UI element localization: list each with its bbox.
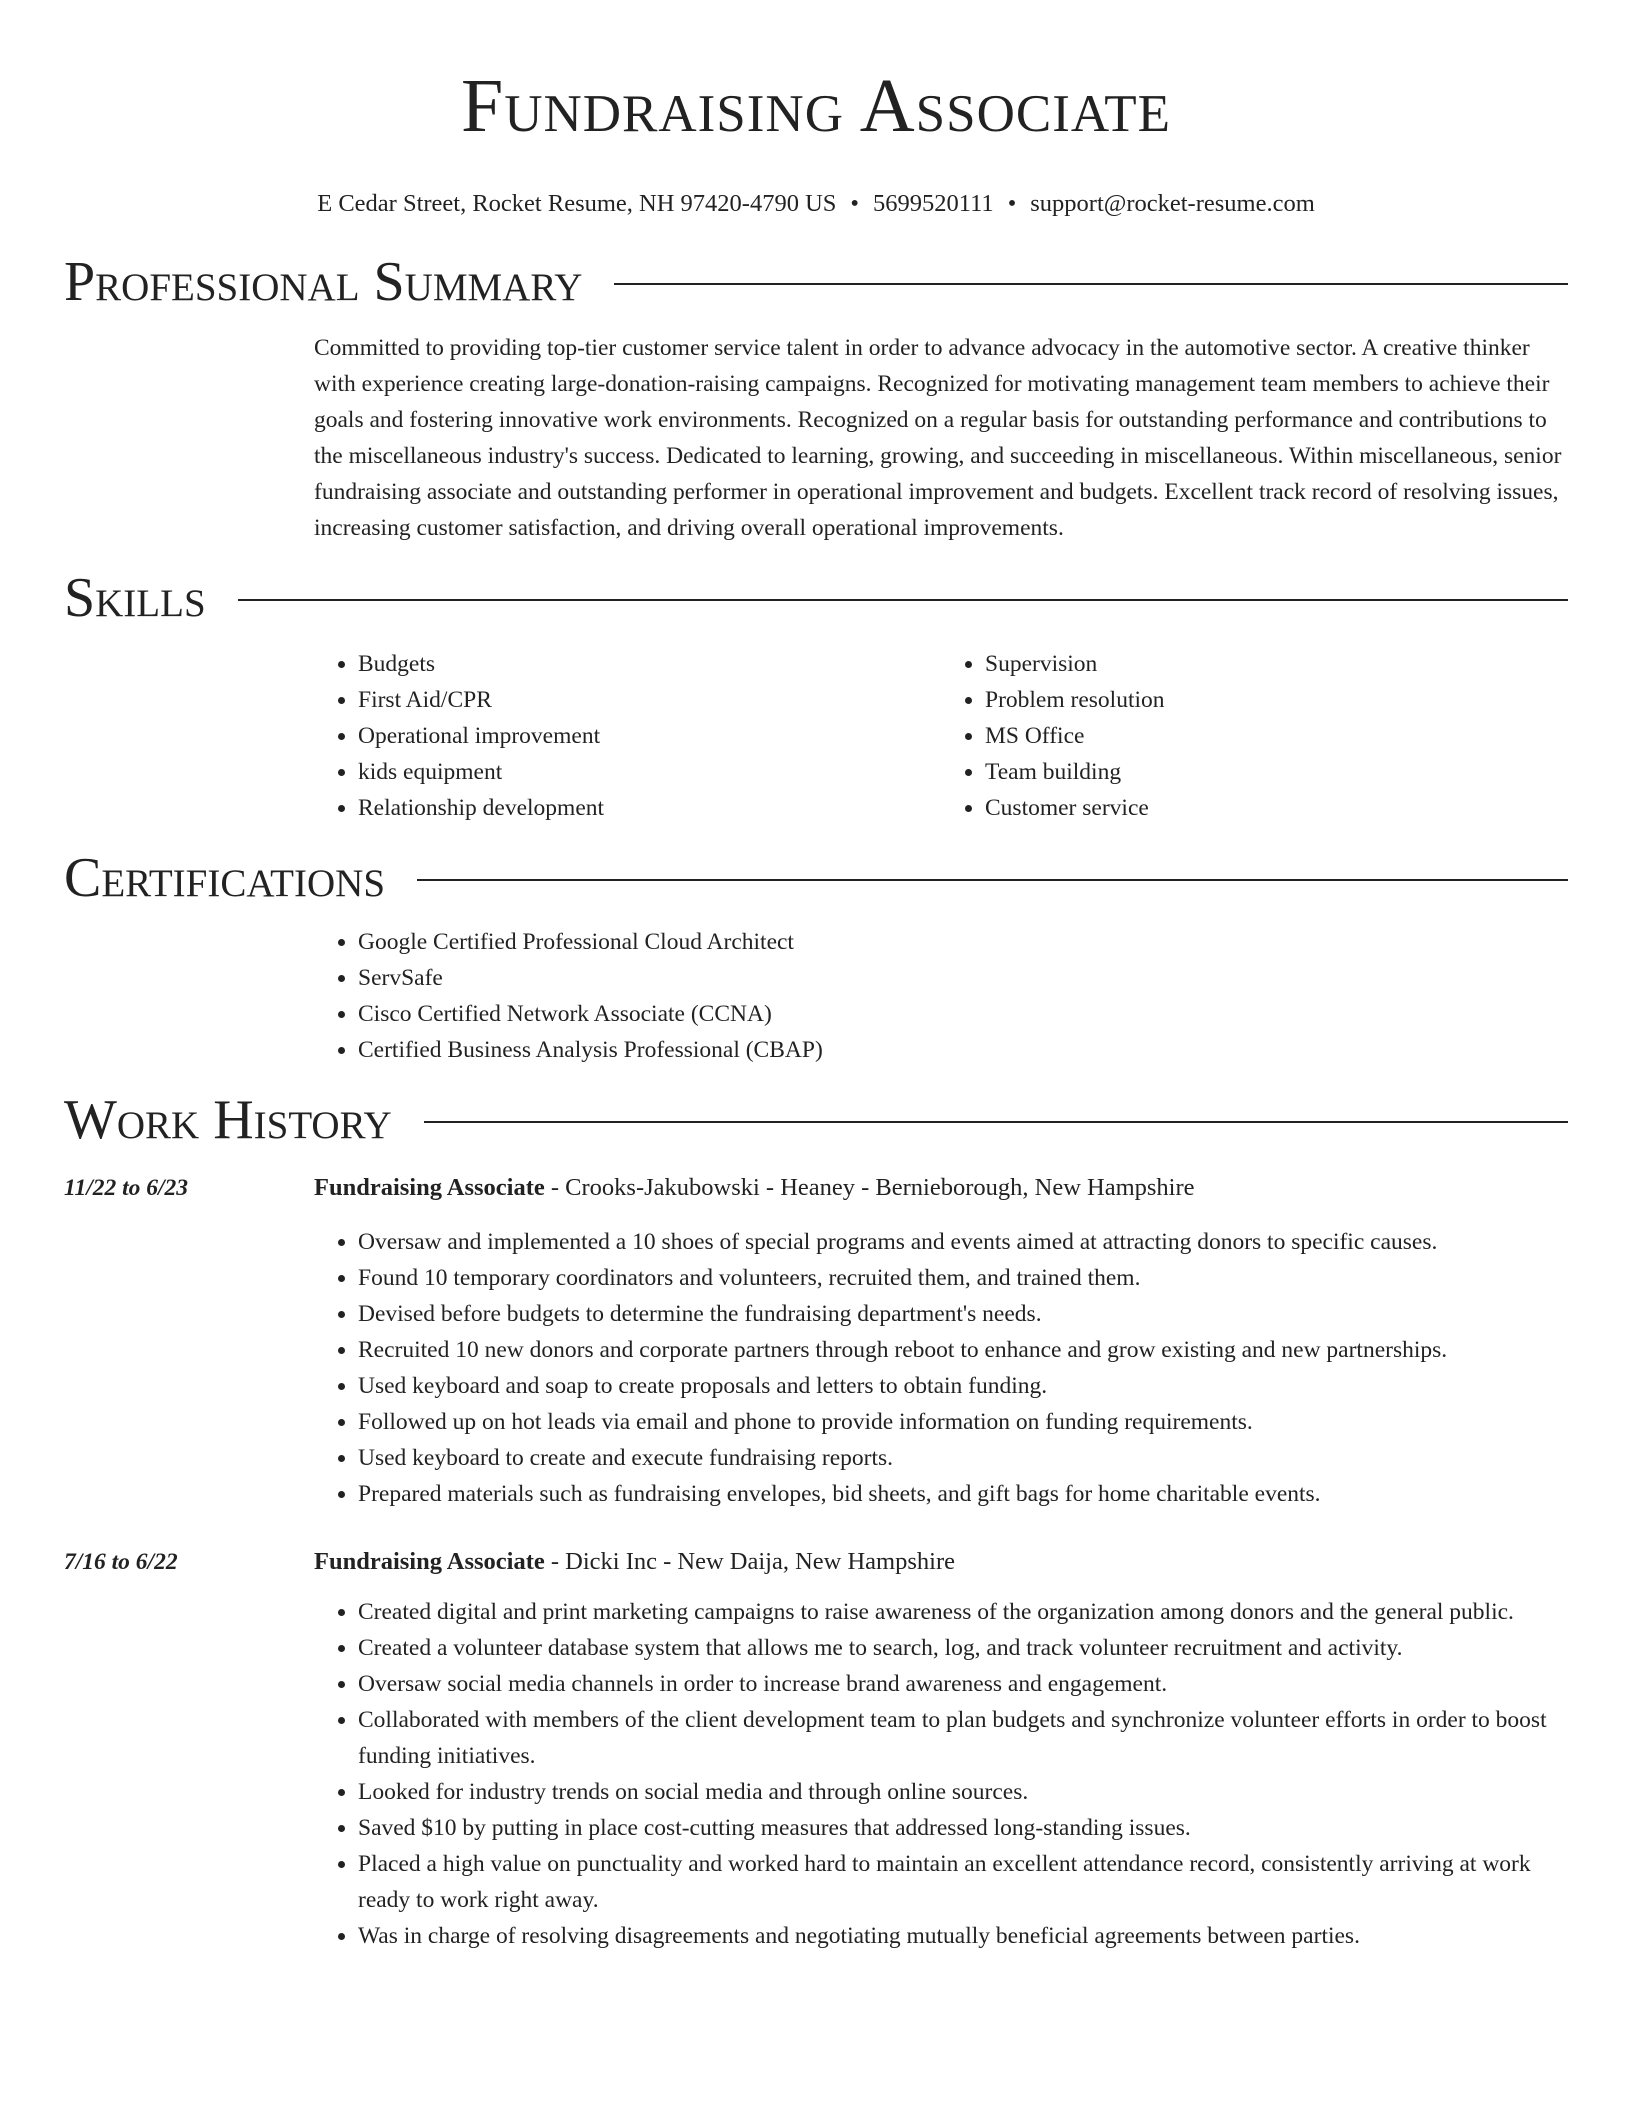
job-bullet: • Prepared materials such as fundraising envelopes, bid sheets, and gift bags for home charitable events. bbox=[358, 1476, 1568, 1512]
section-divider bbox=[417, 879, 1568, 881]
contact-phone: 5699520111 bbox=[873, 190, 994, 217]
job-main bbox=[314, 1170, 1568, 1512]
job-bullet: • Saved $10 by putting in place cost-cutting measures that addressed long-standing issues. bbox=[358, 1810, 1568, 1846]
skills-heading: Skills bbox=[64, 567, 206, 629]
certification-item: • ServSafe bbox=[358, 960, 1568, 996]
contact-separator: • bbox=[1007, 190, 1017, 217]
contact-separator: • bbox=[850, 190, 859, 217]
certification-item: • Cisco Certified Network Associate (CCNA) bbox=[358, 996, 1568, 1032]
job-bullet: • Was in charge of resolving disagreements and negotiating mutually beneficial agreements between parties. bbox=[358, 1918, 1568, 1954]
certifications-list bbox=[314, 924, 1568, 1068]
job-title: Fundraising Associate bbox=[314, 1174, 545, 1201]
job-bullet: • Created digital and print marketing campaigns to raise awareness of the organization among donors and the general public. bbox=[358, 1594, 1568, 1630]
skill-item: • Relationship development bbox=[358, 790, 941, 826]
section-divider bbox=[424, 1121, 1568, 1123]
job-title: Fundraising Associate bbox=[314, 1548, 545, 1575]
work-history-heading: Work History bbox=[64, 1089, 392, 1151]
contact-line bbox=[64, 188, 1568, 220]
skills-grid bbox=[314, 646, 1568, 826]
section-divider bbox=[238, 599, 1568, 601]
skill-item: • Budgets bbox=[358, 646, 941, 682]
job-main bbox=[314, 1544, 1568, 1954]
job-dates: 11/22 to 6/23 bbox=[64, 1175, 189, 1201]
job-bullet: • Used keyboard to create and execute fundraising reports. bbox=[358, 1440, 1568, 1476]
job-entry bbox=[64, 1544, 1568, 1954]
job-bullet: • Followed up on hot leads via email and phone to provide information on funding requirements. bbox=[358, 1404, 1568, 1440]
contact-address: E Cedar Street, Rocket Resume, NH 97420-4790 US bbox=[317, 190, 837, 217]
contact-email: support@rocket-resume.com bbox=[1030, 190, 1315, 217]
job-title-line bbox=[314, 1170, 1568, 1206]
skill-item: • Operational improvement bbox=[358, 718, 941, 754]
skills-list-right bbox=[941, 646, 1568, 826]
skill-item: • Customer service bbox=[985, 790, 1568, 826]
job-bullet: • Found 10 temporary coordinators and volunteers, recruited them, and trained them. bbox=[358, 1260, 1568, 1296]
skill-item: • Supervision bbox=[985, 646, 1568, 682]
skill-item: • Team building bbox=[985, 754, 1568, 790]
candidate-name: Fundraising Associate bbox=[460, 64, 1172, 148]
skills-section-header bbox=[64, 566, 1568, 630]
certifications-section-header bbox=[64, 846, 1568, 910]
job-bullet: • Used keyboard and soap to create proposals and letters to obtain funding. bbox=[358, 1368, 1568, 1404]
certifications-block bbox=[314, 924, 1568, 1068]
skill-item: • MS Office bbox=[985, 718, 1568, 754]
job-bullet: • Recruited 10 new donors and corporate partners through reboot to enhance and grow existing and new partnerships. bbox=[358, 1332, 1568, 1368]
job-entry bbox=[64, 1170, 1568, 1512]
job-employer-location: - Crooks-Jakubowski - Heaney - Bernieborough, New Hampshire bbox=[544, 1174, 1195, 1201]
job-bullet: • Oversaw and implemented a 10 shoes of special programs and events aimed at attracting donors to specific causes. bbox=[358, 1224, 1568, 1260]
certifications-heading: Certifications bbox=[64, 847, 386, 909]
skill-item: • First Aid/CPR bbox=[358, 682, 941, 718]
certification-item: • Certified Business Analysis Professional (CBAP) bbox=[358, 1032, 1568, 1068]
job-bullet: • Collaborated with members of the client development team to plan budgets and synchronize volunteer efforts in order to boost funding initiatives. bbox=[358, 1702, 1568, 1774]
summary-text: Committed to providing top-tier customer service talent in order to advance advocacy in the automotive sector. A creative thinker with experience creating large-donation-raising campaigns. Recognized for motivating management team members to achieve their goals and fostering innovative work environments. Recognized on a regular basis for outstanding performance and contributions to the miscellaneous industry's success. Dedicated to learning, growing, and succeeding in miscellaneous. Within miscellaneous, senior fundraising associate and outstanding performer in operational improvement and budgets. Excellent track record of resolving issues, increasing customer satisfaction, and driving overall operational improvements. bbox=[314, 335, 1562, 541]
skill-item: • Problem resolution bbox=[985, 682, 1568, 718]
job-dates: 7/16 to 6/22 bbox=[64, 1549, 178, 1575]
job-bullet: • Placed a high value on punctuality and worked hard to maintain an excellent attendance record, consistently arriving at work ready to work right away. bbox=[358, 1846, 1568, 1918]
certification-item: • Google Certified Professional Cloud Architect bbox=[358, 924, 1568, 960]
job-title-line bbox=[314, 1544, 1568, 1580]
section-divider bbox=[614, 283, 1568, 285]
skills-list-left bbox=[314, 646, 941, 826]
job-bullets bbox=[314, 1224, 1568, 1512]
job-bullet: • Looked for industry trends on social media and through online sources. bbox=[358, 1774, 1568, 1810]
summary-heading: Professional Summary bbox=[64, 251, 583, 313]
summary-section-header bbox=[64, 250, 1568, 314]
job-bullet: • Devised before budgets to determine the fundraising department's needs. bbox=[358, 1296, 1568, 1332]
job-bullet: • Oversaw social media channels in order to increase brand awareness and engagement. bbox=[358, 1666, 1568, 1702]
job-bullet: • Created a volunteer database system that allows me to search, log, and track volunteer recruitment and activity. bbox=[358, 1630, 1568, 1666]
job-bullets bbox=[314, 1594, 1568, 1954]
job-employer-location: - Dicki Inc - New Daija, New Hampshire bbox=[544, 1548, 955, 1575]
skill-item: • kids equipment bbox=[358, 754, 941, 790]
work-history-section-header bbox=[64, 1088, 1568, 1152]
